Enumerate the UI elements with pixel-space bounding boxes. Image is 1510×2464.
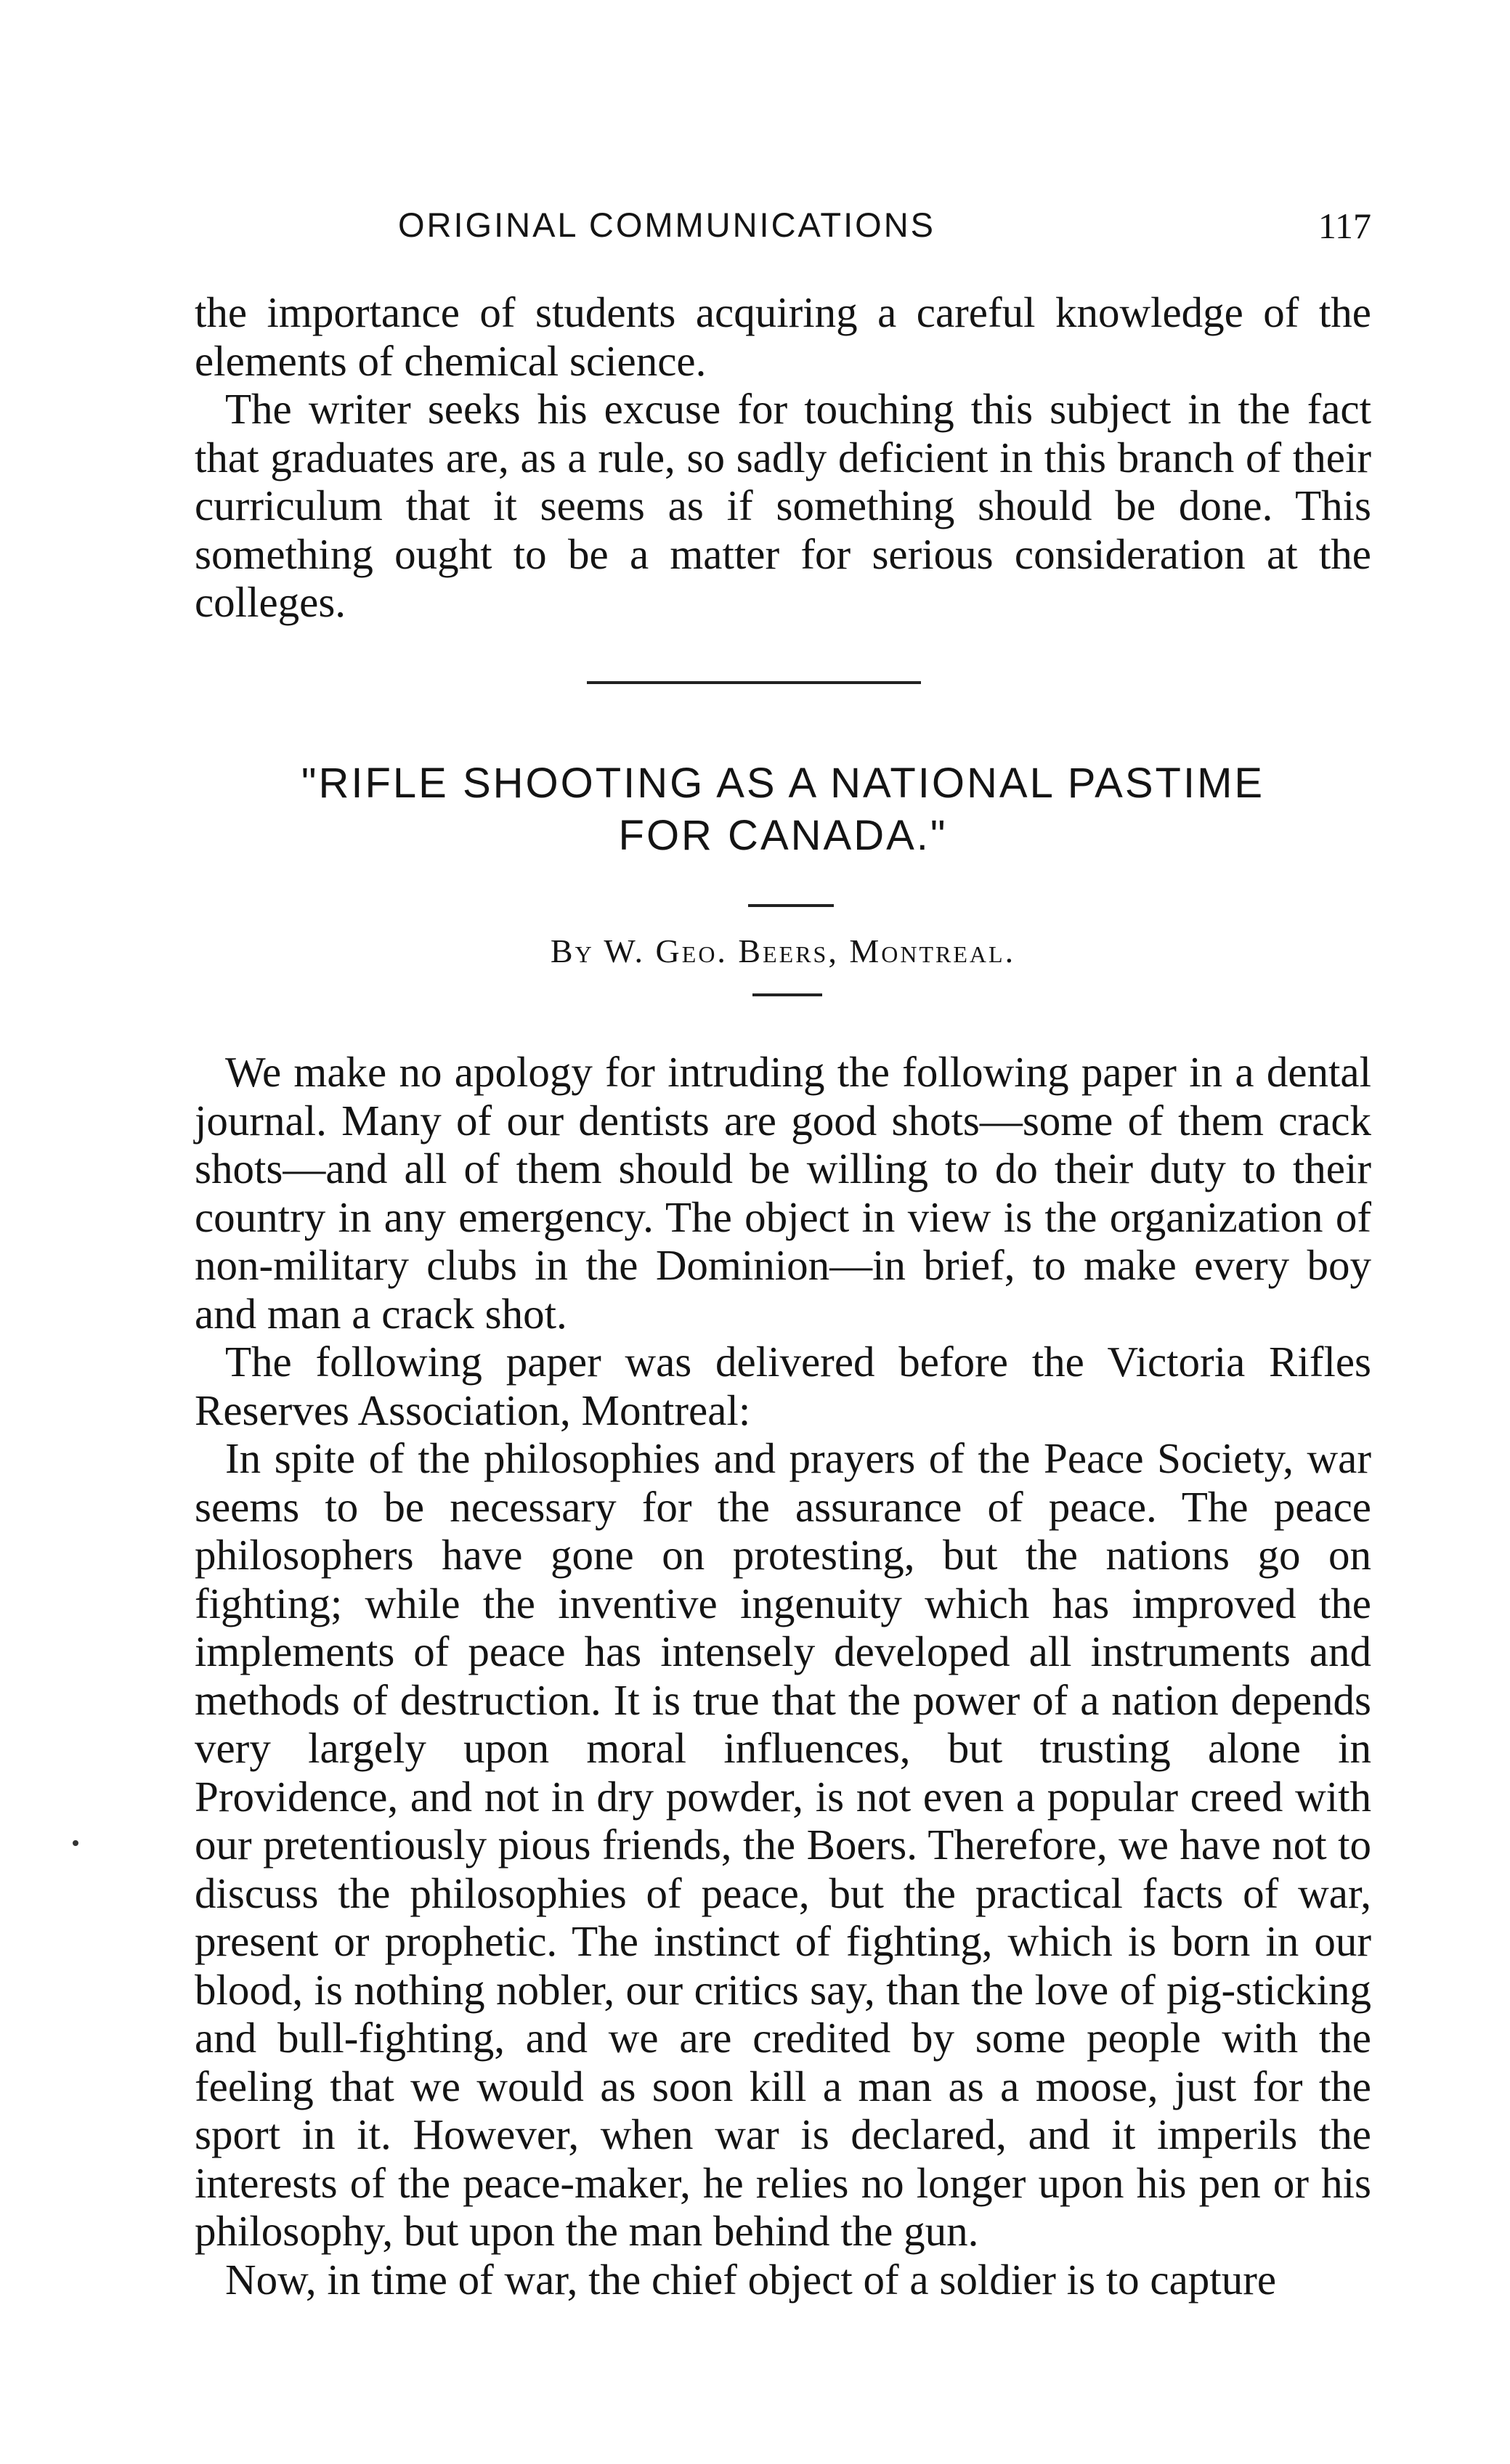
paragraph: The following paper was delivered before the Victoria Rifles Reserves Association, Montreal: <box>195 1338 1371 1434</box>
previous-article-ending <box>195 288 1371 627</box>
article-title-line: "RIFLE SHOOTING AS A NATIONAL PASTIME <box>301 760 1265 807</box>
page-number: 117 <box>1318 206 1371 246</box>
running-title: ORIGINAL COMMUNICATIONS <box>397 206 936 244</box>
article-body <box>195 1048 1371 2304</box>
byline: By W. Geo. Beers, Montreal. <box>550 932 1016 969</box>
paragraph: Now, in time of war, the chief object of a soldier is to capture <box>225 2255 1277 2304</box>
paragraph: The writer seeks his excuse for touching this subject in the fact that graduates are, as a rule, so sadly deficient in this branch of their curriculum that it seems as if something should be done. This something ought to be a matter for serious consideration at the colleges. <box>195 385 1371 626</box>
paragraph: We make no apology for intruding the following paper in a dental journal. Many of our dentists are good shots—some of them crack shots—and all of them should be willing to do their duty to their country in any emergency. The object in view is the organization of non-military clubs in the Dominion—in brief, to make every boy and man a crack shot. <box>195 1048 1371 1338</box>
margin-mark <box>73 1840 78 1846</box>
paragraph: the importance of students acquiring a careful knowledge of the elements of chemical science. <box>195 288 1371 385</box>
paragraph: In spite of the philosophies and prayers of the Peace Society, war seems to be necessary for the assurance of peace. The peace philosophers have gone on protesting, but the nations go on fighting; while the inventive ingenuity which has improved the implements of peace has intensely developed all instruments and methods of destruction. It is true that the power of a nation depends very largely upon moral influences, but trusting alone in Providence, and not in dry powder, is not even a popular creed with our pretentiously pious friends, the Boers. Therefore, we have not to discuss the philosophies of peace, but the practical facts of war, present or prophetic. The instinct of fighting, which is born in our blood, is nothing nobler, our critics say, than the love of pig-sticking and bull-fighting, and we are credited by some people with the feeling that we would as soon kill a man as a moose, just for the sport in it. However, when war is declared, and it imperils the interests of the peace-maker, he relies no longer upon his pen or his philosophy, but upon the man behind the gun. <box>195 1434 1371 2255</box>
running-head <box>195 205 1371 256</box>
article-title-line: FOR CANADA." <box>618 812 948 859</box>
article-title <box>195 757 1371 862</box>
byline-rule <box>752 993 822 996</box>
section-divider <box>587 681 921 684</box>
title-rule <box>748 904 834 907</box>
